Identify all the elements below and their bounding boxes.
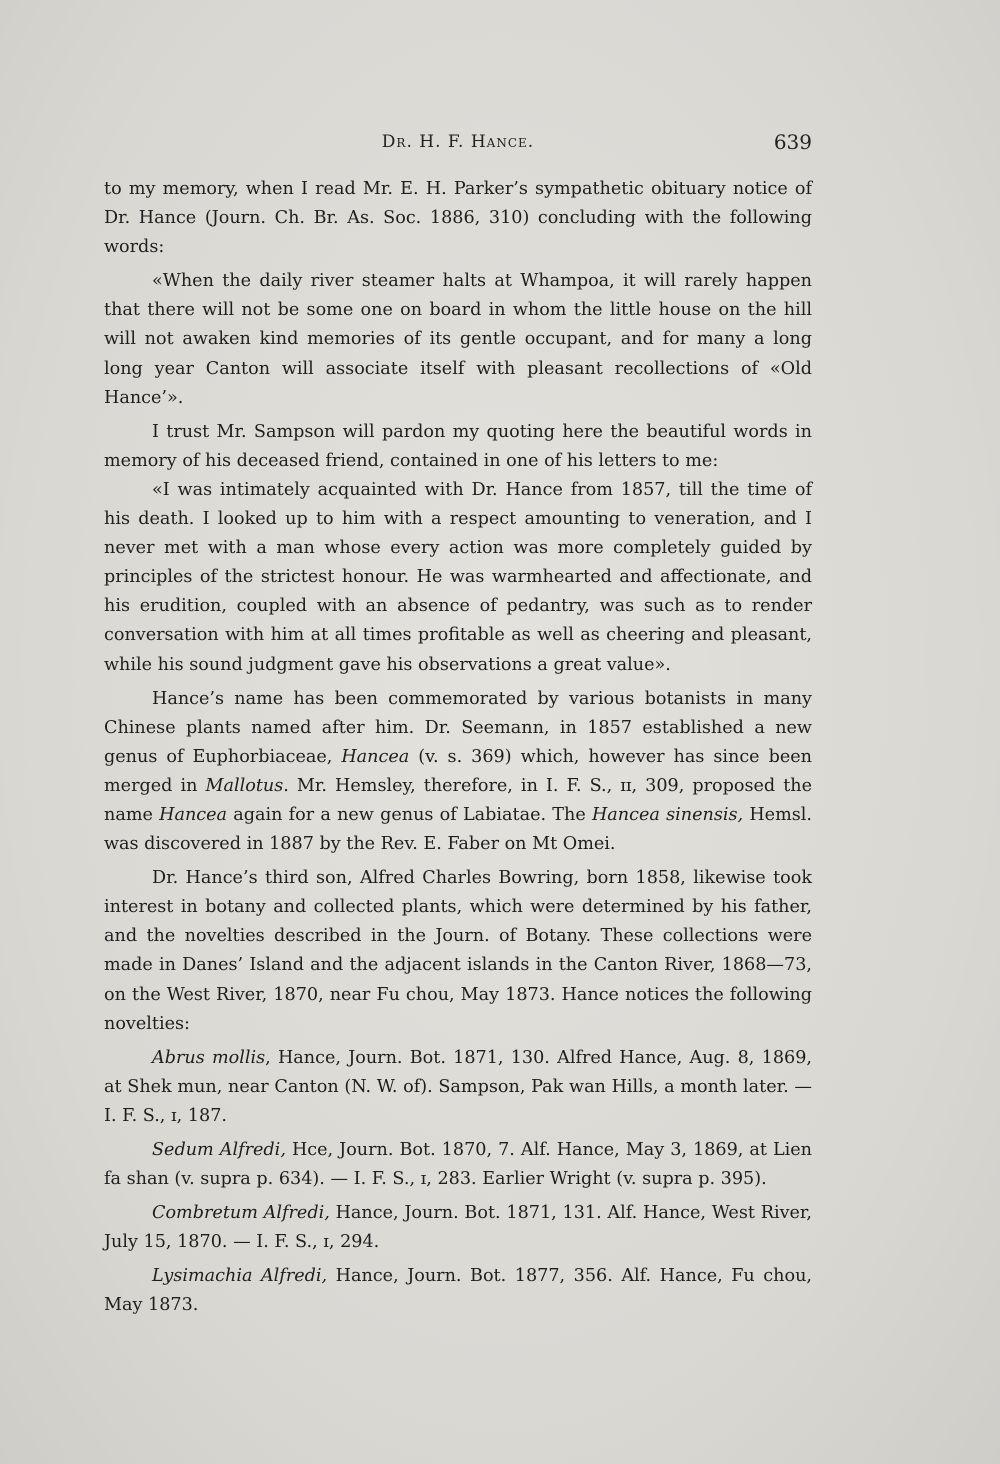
taxon-name: Lysimachia Alfredi, [152, 1266, 328, 1287]
quote-sampson: «I was intimately acquainted with Dr. Hance from 1857, till the time of his death. I looked up to him with a respect amounting to veneration, and I never met with a man whose every action was more completely guided by principles of the strictest honour. He was warmhearted and affectionate, and his erudition, coupled with an absence of pedantry, was such as to render conversation with him at all times profitable as well as cheering and pleasant, while his sound judgment gave his observations a great value». [104, 479, 812, 675]
novelty-entry: Sedum Alfredi, Hce, Journ. Bot. 1870, 7. Alf. Hance, May 3, 1869, at Lien fa shan (v. supra p. 634). — I. F. S., ɪ, 283. Earlier Wright (v. supra p. 395). [104, 1140, 813, 1190]
paragraph-continued: to my memory, when I read Mr. E. H. Parker’s sympathetic obituary notice of Dr. Hance (Journ. Ch. Br. As. Soc. 1886, 310) concluding with the following words: [104, 179, 812, 258]
novelty-entry: Lysimachia Alfredi, Hance, Journ. Bot. 1877, 356. Alf. Hance, Fu chou, May 1873. [104, 1266, 812, 1316]
paragraph-commemoration: Hance’s name has been commemorated by various botanists in many Chinese plants named after him. Dr. Seemann, in 1857 established a new genus of Euphorbiaceae, Hancea (v. s. 369) which, however has since been merged in Mallotus. Mr. Hemsley, therefore, in I. F. S., ɪɪ, 309, proposed the name Hancea again for a new genus of Labiatae. The Hancea sinensis, Hemsl. was discovered in 1887 by the Rev. E. Faber on Mt Omei. [104, 688, 813, 855]
taxon-name: Mallotus [205, 775, 284, 796]
body-text [104, 175, 812, 1321]
taxon-name: Combretum Alfredi, [152, 1203, 330, 1224]
taxon-name: Sedum Alfredi, [152, 1140, 286, 1160]
novelty-entry: Combretum Alfredi, Hance, Journ. Bot. 1871, 131. Alf. Hance, West River, July 15, 1870. — I. F. S., ɪ, 294. [104, 1203, 812, 1253]
taxon-name: Hancea [341, 746, 410, 767]
running-title: Dr. H. F. Hance. [381, 132, 535, 152]
paragraph-third-son: Dr. Hance’s third son, Alfred Charles Bowring, born 1858, likewise took interest in botany and collected plants, which were determined by his father, and the novelties described in the Journ. of Botany. These collections were made in Danes’ Island and the adjacent islands in the Canton River, 1868—73, on the West River, 1870, near Fu chou, May 1873. Hance notices the following novelties: [104, 868, 812, 1034]
page-header [104, 128, 812, 156]
novelty-entry: Abrus mollis, Hance, Journ. Bot. 1871, 130. Alfred Hance, Aug. 8, 1869, at Shek mun, near Canton (N. W. of). Sampson, Pak wan Hills, a month later. — I. F. S., ɪ, 187. [104, 1047, 812, 1126]
quote-parker: «When the daily river steamer halts at Whampoa, it will rarely happen that there will not be some one on board in whom the little house on the hill will not awaken kind memories of its gentle occupant, and for many a long long year Canton will associate itself with pleasant recollections of «Old Hance’». [104, 271, 812, 408]
page-number: 639 [773, 130, 812, 154]
taxon-name: Hancea sinensis, [591, 804, 744, 825]
taxon-name: Abrus mollis [152, 1047, 266, 1068]
paragraph-sampson-intro: I trust Mr. Sampson will pardon my quoting here the beautiful words in memory of his deceased friend, contained in one of his letters to me: [104, 421, 812, 471]
taxon-name: Hancea [159, 804, 228, 825]
